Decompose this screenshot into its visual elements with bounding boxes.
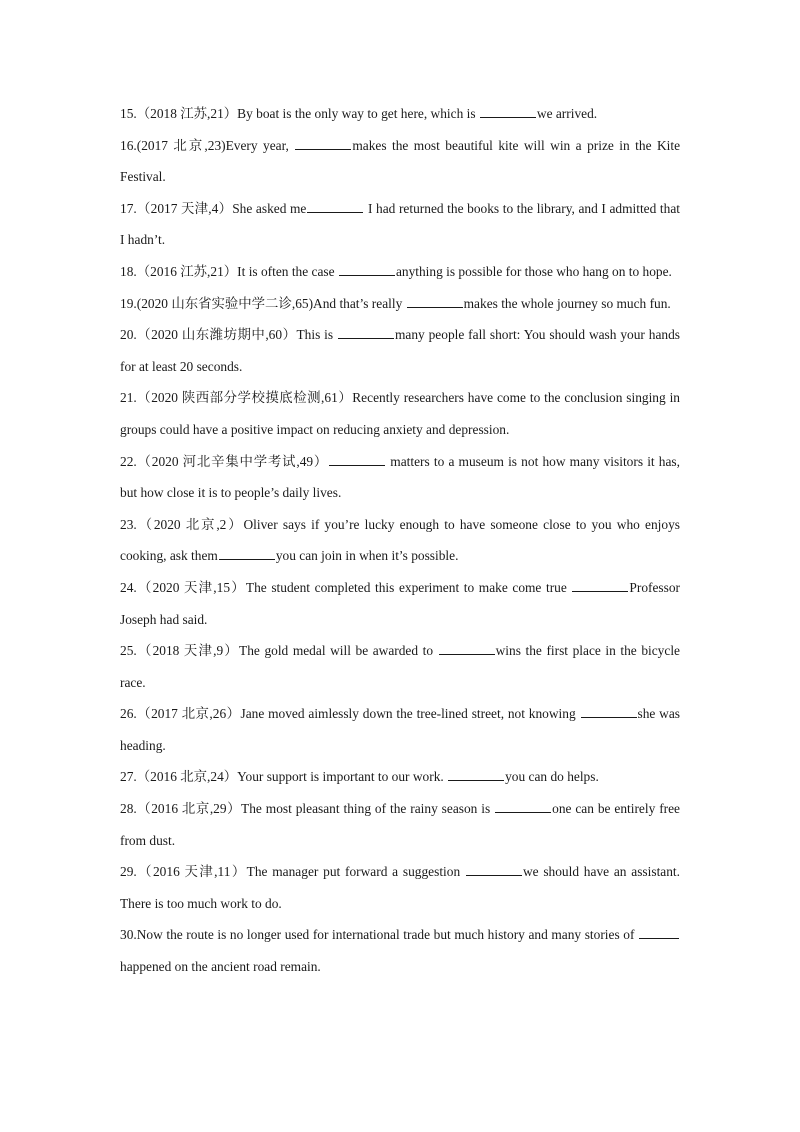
question-19 bbox=[120, 288, 680, 320]
question-23 bbox=[120, 509, 680, 572]
question-text: 18.（2016 江苏,21）It is often the case bbox=[120, 263, 338, 279]
question-text-end: happened on the ancient road remain. bbox=[120, 959, 321, 975]
question-17 bbox=[120, 193, 680, 256]
answer-blank[interactable] bbox=[581, 705, 637, 718]
question-text: 26.（2017 北京,26）Jane moved aimlessly down the tree-lined street, not knowing bbox=[120, 706, 580, 722]
question-text: 19.(2020 山东省实验中学二诊,65)And that’s really bbox=[120, 295, 406, 311]
question-20 bbox=[120, 319, 680, 382]
question-27 bbox=[120, 761, 680, 793]
question-text: 28.（2016 北京,29）The most pleasant thing of the rainy season is bbox=[120, 801, 495, 817]
question-22 bbox=[120, 446, 680, 509]
question-text: 23.（2020 北京,2）Oliver says if you’re lucky enough to have someone close to you who enjoys cooking, ask them bbox=[120, 516, 680, 564]
answer-blank[interactable] bbox=[466, 863, 522, 876]
question-text-end: makes the most beautiful kite will win a prize in the Kite Festival. bbox=[120, 137, 681, 185]
question-text: 24.（2020 天津,15）The student completed this experiment to make come true bbox=[120, 579, 572, 595]
question-list bbox=[120, 98, 680, 983]
question-30 bbox=[120, 919, 680, 982]
question-text: 15.（2018 江苏,21）By boat is the only way to get here, which is bbox=[120, 106, 479, 121]
answer-blank[interactable] bbox=[307, 200, 363, 213]
answer-blank[interactable] bbox=[295, 137, 351, 150]
question-21 bbox=[120, 382, 680, 445]
question-text-end: we should have an assistant. There is too much work to do. bbox=[120, 864, 681, 911]
answer-blank[interactable] bbox=[495, 800, 551, 813]
answer-blank[interactable] bbox=[448, 768, 504, 781]
question-text-end: many people fall short: You should wash your hands for at least 20 seconds. bbox=[120, 327, 680, 374]
question-text: 30.Now the route is no longer used for international trade but much history and many stories of bbox=[120, 927, 638, 943]
question-16 bbox=[120, 130, 680, 193]
question-text: 21.（2020 陕西部分学校摸底检测,61）Recently researchers have come to the conclusion singing in groups could have a positive impact on reducing anxiety and depression. bbox=[120, 390, 680, 437]
answer-blank[interactable] bbox=[439, 642, 495, 655]
question-text-end: you can join in when it’s possible. bbox=[275, 548, 459, 564]
question-24 bbox=[120, 572, 680, 635]
question-25 bbox=[120, 635, 680, 698]
question-text: 27.（2016 北京,24）Your support is important to our work. bbox=[120, 769, 448, 785]
answer-blank[interactable] bbox=[480, 105, 536, 118]
answer-blank[interactable] bbox=[407, 295, 463, 308]
question-text-end: she was heading. bbox=[120, 706, 680, 753]
answer-blank[interactable] bbox=[219, 547, 275, 560]
question-text: 29.（2016 天津,11）The manager put forward a suggestion bbox=[120, 864, 465, 880]
question-text-end: you can do helps. bbox=[505, 769, 599, 785]
answer-blank[interactable] bbox=[338, 326, 394, 339]
question-text: 20.（2020 山东潍坊期中,60）This is bbox=[120, 327, 337, 343]
question-text-end: anything is possible for those who hang on to hope. bbox=[395, 263, 672, 279]
question-text: 16.(2017 北京,23)Every year, bbox=[120, 137, 295, 153]
question-text: 25.（2018 天津,9）The gold medal will be awarded to bbox=[120, 643, 438, 659]
answer-blank[interactable] bbox=[339, 263, 395, 276]
question-text-end: Professor Joseph had said. bbox=[120, 579, 680, 627]
answer-blank[interactable] bbox=[572, 579, 628, 592]
question-18 bbox=[120, 256, 680, 288]
question-text-end: I had returned the books to the library, and I admitted that I hadn’t. bbox=[120, 200, 680, 248]
question-text-end: we arrived. bbox=[536, 106, 598, 121]
question-26 bbox=[120, 698, 680, 761]
answer-blank[interactable] bbox=[329, 453, 385, 466]
question-28 bbox=[120, 793, 680, 856]
question-text-end: makes the whole journey so much fun. bbox=[463, 295, 671, 311]
question-text-end: one can be entirely free from dust. bbox=[120, 801, 680, 848]
question-text-end: wins the first place in the bicycle race. bbox=[120, 643, 680, 690]
question-text: 22.（2020 河北辛集中学考试,49） bbox=[120, 453, 329, 469]
question-text: 17.（2017 天津,4）She asked me bbox=[120, 200, 307, 216]
question-text-end: matters to a museum is not how many visitors it has, but how close it is to people’s daily lives. bbox=[120, 453, 680, 501]
answer-blank[interactable] bbox=[639, 926, 679, 939]
question-15 bbox=[120, 98, 680, 130]
question-29 bbox=[120, 856, 680, 919]
